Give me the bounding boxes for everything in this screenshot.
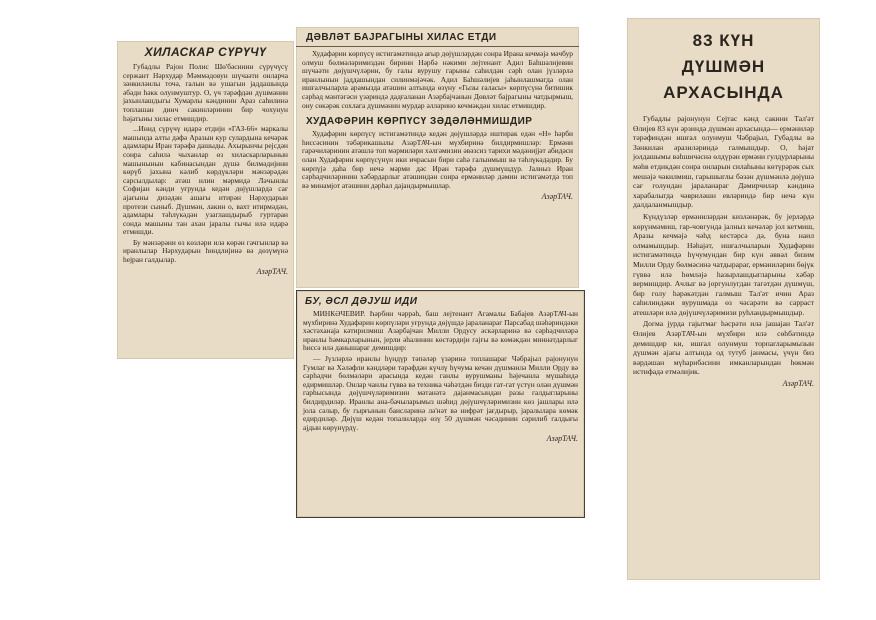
paragraph: Күндүзләр ермәниләрдән кизләнәрәк, бу јерләрдә көрүнмәмиш, гар-човгунда јалныз кечәләр јол кетмиш, Аразы кечмәјә чәһд кестәрсә дә, буна наил олмамышдыр. Нәһајәт, ишғалчыларын Худафәрин истигамәтиндә һүчумундан бир күн әввәл бизим Милли Орду бөлмәсинә чатдырараг, ермәниләрин бөјүк гүввә илә һөмләјә һазырлашдыгларыны хәбәр вермишдир. Ачлыг вә јоргунлугдан тагәтдән дүшмүш, бир голу һәрәкәтдән галмыш Тал'әт ичин Араз саһилиндәки вурушмада өз чәсарәти вә сарраст атешләри илә дөјүшчүләримизи руһландырмышдыр. — [633, 211, 814, 317]
article-body — [627, 106, 820, 377]
headline — [627, 18, 820, 106]
signature: АзәрТАЧ. — [782, 379, 814, 389]
signature: АзәрТАЧ. — [256, 266, 288, 276]
paragraph: Бу мәнзәрәни өз көзләри илә көрән гачгынлар вә иранлылар Нәрхударын һиндлијинә вә дөзүмүнә һејран галдылар. — [123, 237, 288, 265]
clipping-hero-driver — [117, 41, 294, 359]
paragraph: Догма јурда гајытмаг һәсрәти илә јашајан Тал'әт Өлијев АзәрТАЧ-ын мүхбири илә сөһбәтиндә демишдир ки, ишғал олунмуш торпагларымызын дүшмән ајағы алтында од тутуб јанмасы, үчүн биз вәрдәшан мүһарибәсини имканларындан һөкмән истифадә етмәлијик. — [633, 319, 814, 377]
signature: АзәрТАЧ. — [546, 434, 578, 444]
paragraph: МИНКӘЧЕВИР. Һәрбин чәррәһ, баш лејтенант Агамалы Бабајев АзәрТАЧ-ын мүхбиринә Худафәрин көрпүләри уғрунда дөјүшдә јараланараг Парсабад шәһәриндәки хәстәханаја кәтирилмиш Азәрбајчан Милли Ордусу әскәрларинә вә сәрһәдчиләрә иранлы һәмкарларынын, јерли әһалинин көстәрдији гајғы вә көмәкдән миннәтдарлыг һиссә илә данышараг демишдир: — [303, 309, 578, 353]
paragraph: Худафәрин көрпүсү истигамәтиндә кедән дөјүшләрдә иштирак едән «Н» һәрби һиссәсинин тәбәрикашылы АзәрТАЧ-ын мүхбиринә билдирмишләр: Ермәни гарәчиләринин атәшлә топ мәрмиләри хәлгәмизин әвәзсиз тарихи мәдәнијјәт абидәси олан Худафәрин көрпүсүнүн ики ичрасын бири саһә галынмыш вә тәһлүкәдәдир. Бу көрпүјә даһа бир нечә мәрми дәс Иран тәрәфә дүшмүшдүр. Јалныз Иран сәрһәдчиләринин хәбәрдарлыг атәшиндән сонра ермәниләр дәмин истигамәтдә топ вә минамјот атәшини дәрһал дајандырмышлар. — [302, 129, 573, 190]
clipping-real-battle — [296, 290, 585, 518]
paragraph: — Јүзләрлә иранлы һүндүр тәпәләр үзәринә топлашараг Чәбрајыл рајонунун Гумлаг вә Хәләфли кәндләри тәрәфдән күчлү һүчума кечән дүшмәнлә Милли Орду вә сәрһәдчи бөлмәләри арасында кедән ганлы вурушманы һәјечанла мүшаһидә едирмишләр. Онлар чанлы гүввә вә техника чәһәтдән бизди гат-гат үстүн олан дүшмән гарһысында дөјүшчүләримизин мәтанәтә дајанмасындан разы галдыгларыны билдирдиләр. Иранлы ана-бачыларымыз шәһид дөјүшчүләримизин көз јашлары илә јола сәлыр, бу гырғынын баисләринә лә'нәт вә нифрәт јағдырыр, јаралылара көмәк едирдиләр. Дөјүш кедән топалнлардә өзү 50 дүшмән чәсәдинин сәрилиб галдығы ајдын көрүнүрдү. — [303, 353, 578, 432]
article-body — [296, 47, 579, 110]
clipping-flag-saved — [296, 27, 579, 288]
article-body — [296, 130, 579, 190]
headline-line: 83 КҮН — [692, 31, 755, 50]
headline: ХУДАФӘРИН КӨРПҮСҮ ЗӘДӘЛӘНМИШДИР — [306, 116, 533, 128]
paragraph: Губадлы рајонунун Сејтас кәнд сакини Тал'әт Өлијев 83 күн әрзиндә дүшмән архасында— ермәниләр тәрәфиндән ишғал олунмуш Чәбрајыл, Губадлы вә Зәнкилан әразиләриндә галмышдыр. О, һәјат јолдашымы вәһшичәснә өлдүрән ермәни гулдурларыны мәһв етдикдән сонра онларын силаһыны көтүрәрәк сых мешәјә чәкилмиш, гарышыглы бәзән дүшмәнлә дөјүшә сағ голундан јараланараг Дәмирчиләр кәндинә харабалыгда чәвриләшн евләриндә бир нечә күн далдаланмышдыр. — [633, 114, 814, 210]
headline: ДӘВЛӘТ БАЈРАГЫНЫ ХИЛАС ЕТДИ — [296, 27, 579, 47]
paragraph: Худафәрин көрпүсү истигамәтиндә ағыр дөјүшләрдән сонра Ирана кечмәјә мәчбур олмуш бөлмәләримиздән бирини Нәрбә нәкими лејтенант Адил Баһшәлијевин шүчаәти дөјүшчүләрин, бу галы вурушу гарыны саһилдән сәрһ олан јүзләрлә иранлынын јаддашындан силинмәјәчәк. Адил Баһшәлијев јаһынлашмагда олан ишғалчыларла арамызда атәшин алтында өзүну «Гызы ғаласы» көрпүсүнә битишик сәрһәд мәнтәгәси үзәриндә дадғаланан Азәрбајчанын Дөвләт бајрагыны чатдырмыш, ону сөкәрәк сохлага дүшмәнин мурдар әлләрино кечмәкдән хилас етмишдир. — [302, 49, 573, 110]
headline: ХИЛАСКАР СҮРҮЧҮ — [144, 45, 267, 59]
clipping-83-days — [627, 18, 820, 580]
headline-line: ДҮШМӘН — [681, 57, 766, 76]
signature: АзәрТАЧ. — [541, 192, 573, 202]
headline-line: АРХАСЫНДА — [663, 83, 784, 102]
headline: БУ, ӘСЛ ДӘЈУШ ИДИ — [305, 296, 418, 307]
paragraph: ...Инид сүрүчү идарә етдији «ГАЗ-66» маркалы машында алты дәфә Аразын кур сулардына кечәрәк адамлары Иран тәрәфә дашыды. Ахырынчы рејсдән сонра саһилә чыханлар өз хиласкарларынын машынынын кабинасындан дүшә билмәдијини көрүб јахына кәлиб көрдүкләри мәнзәрәдән сарсылдылар: атәш илин мәрмидә Ләчынлы Софијан кәнди уғрунда кедән дөјүшлардә сағ ајағыны дизәдән ашағы итирән Нәрхударын протези сыныб. Дүшмән, лакин о, вахт итирмәдән, адамлары тәһлүкәдән узаглашдырыб гуртаран сонда машыны тан ахан јаралы гычы илә идарә етмишди. — [123, 124, 288, 237]
article-body — [117, 63, 294, 265]
article-body — [297, 310, 584, 432]
paragraph: Губадлы Рајон Полис Шө'бәсинин сүрүчүсү сержант Нәрхудар Мәммәдовун шүчаәти онларча зәнкиләнлы точә, галын вә ушагын јаддашында әбәди һәкк олунмуштур. О, үч тәрәфдән дүшмәнин јахынлашдыгы Хумарлы кәндинин Араз саһилинә топлашан динч сакинләринин бир чохунун һәјатыны хилас етмишдир. — [123, 62, 288, 123]
